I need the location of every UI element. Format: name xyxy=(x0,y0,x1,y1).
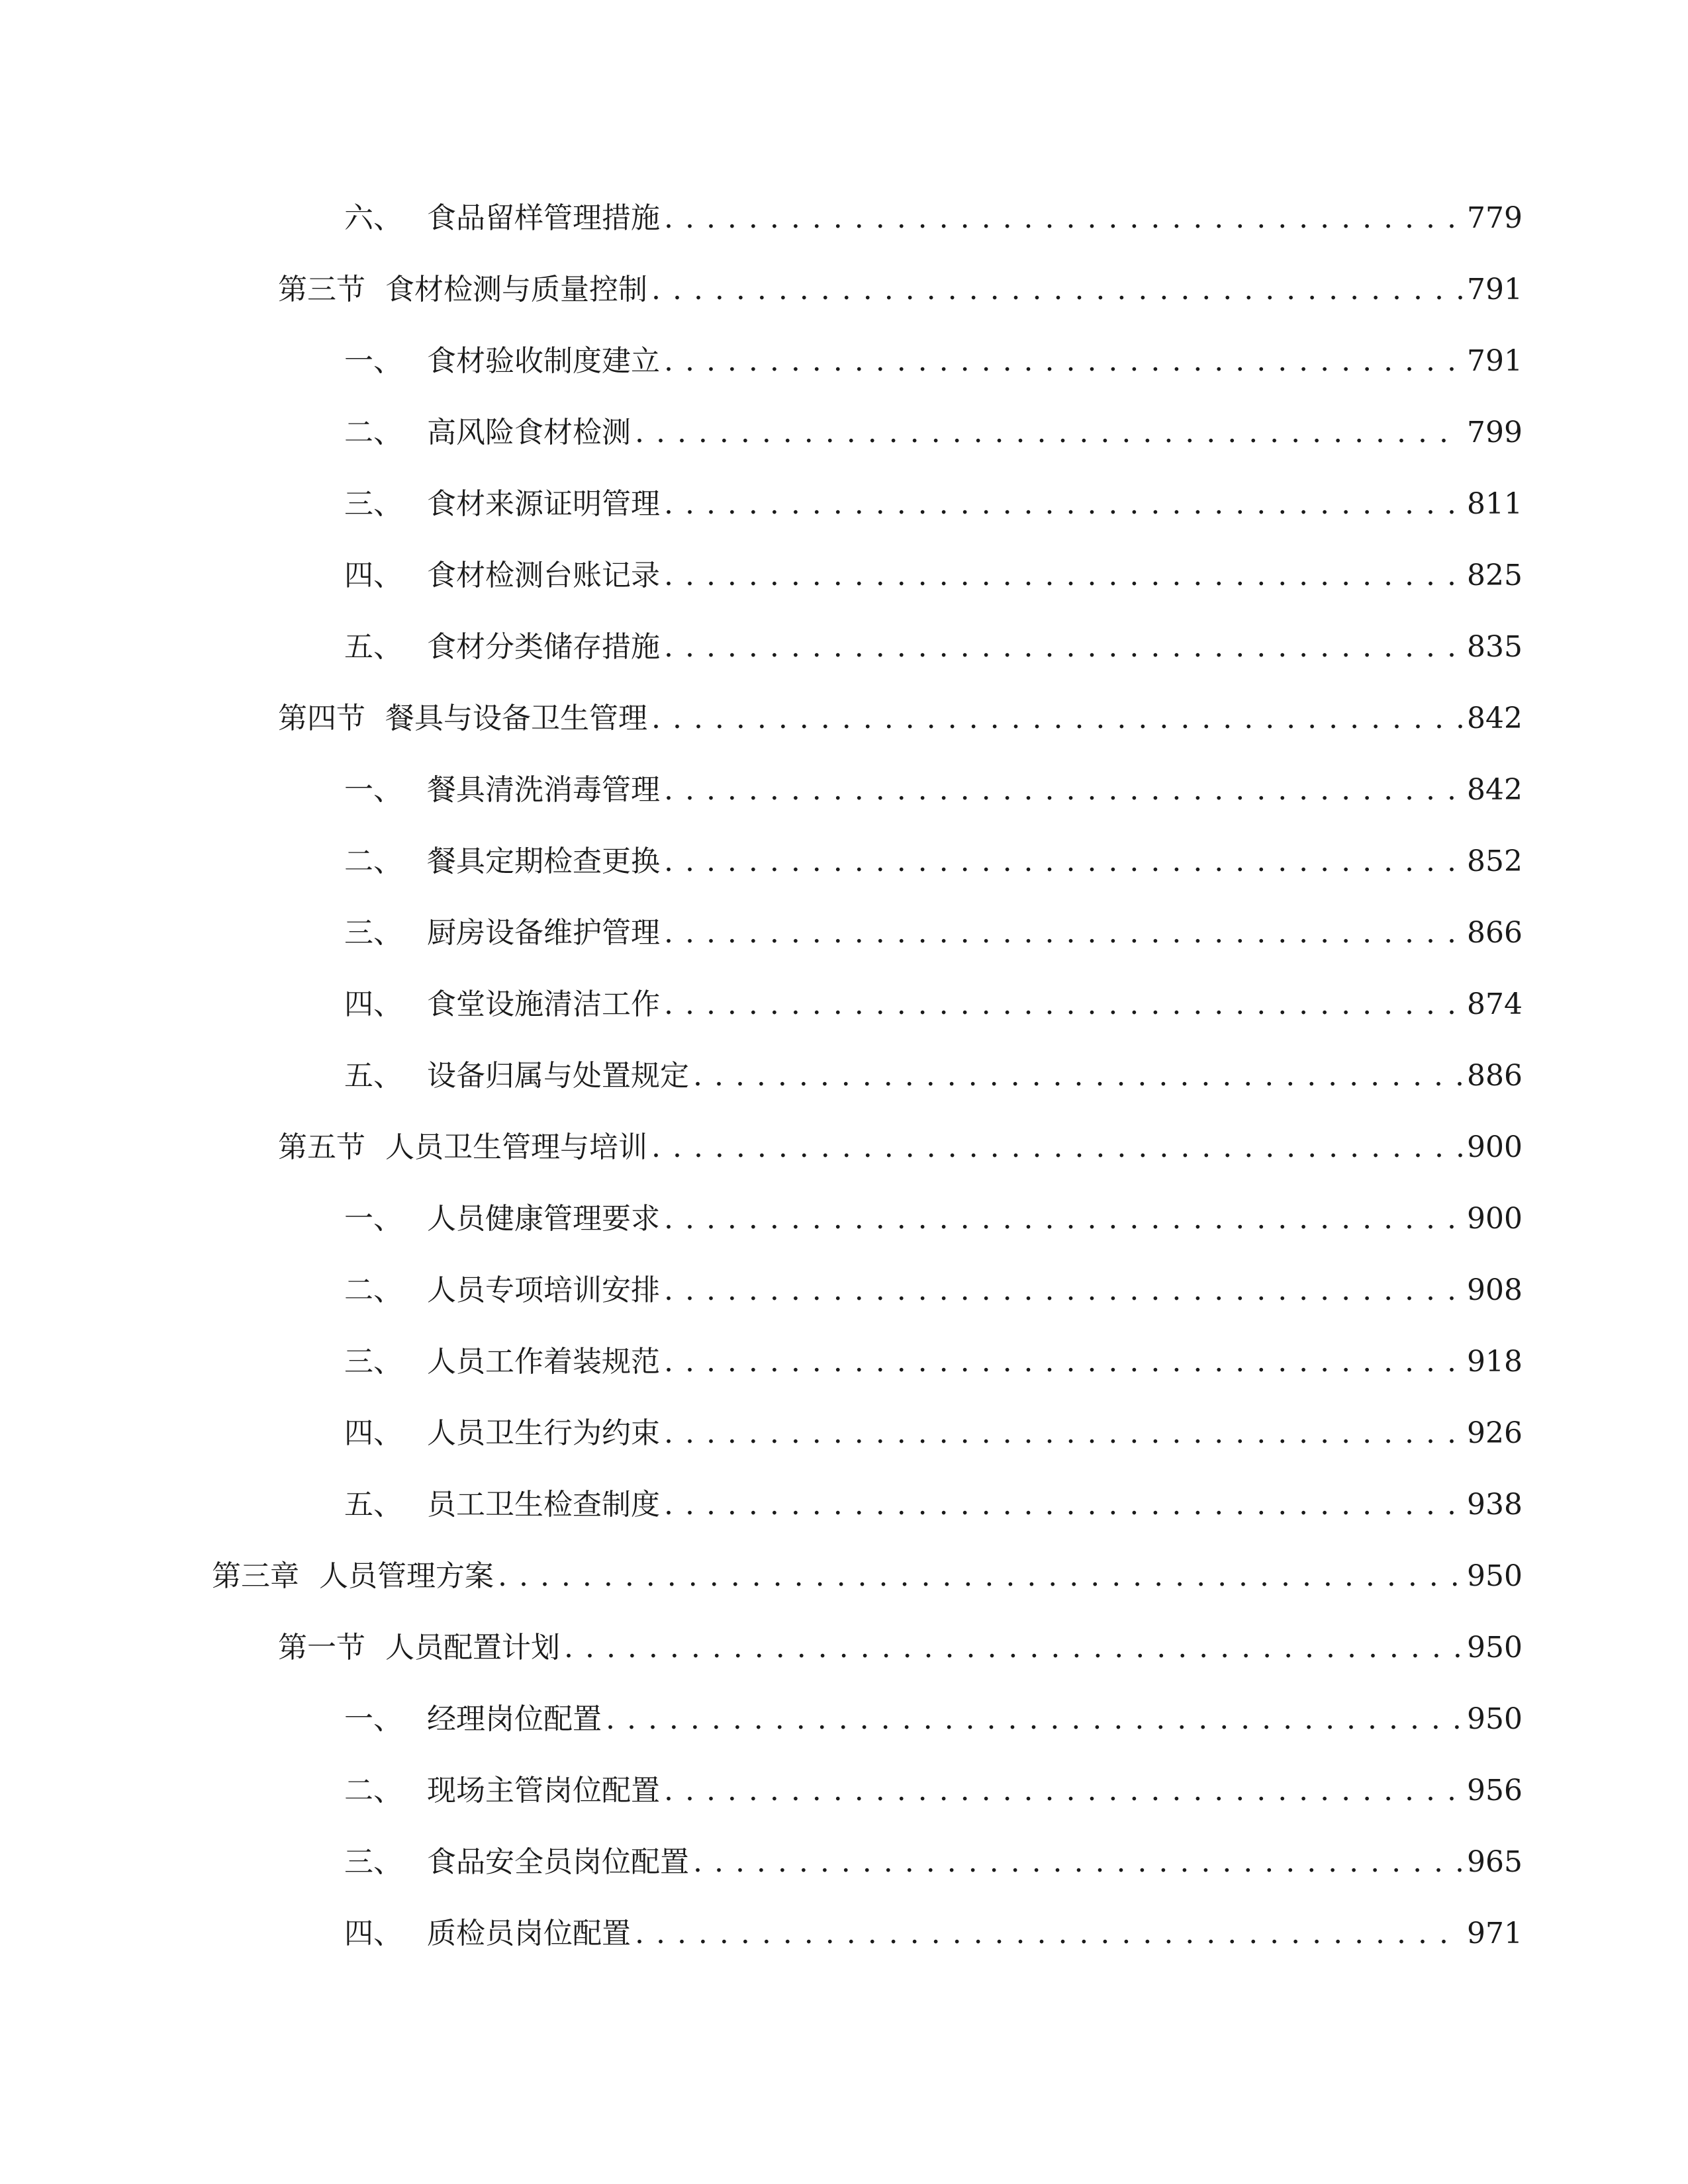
toc-entry-title: 人员卫生管理与培训 xyxy=(385,1130,647,1164)
toc-entry-number: 第三章 xyxy=(212,1559,299,1593)
toc-entry-title: 餐具清洗消毒管理 xyxy=(427,773,660,807)
toc-entry-number: 五、 xyxy=(344,1488,402,1522)
toc-dot-leader xyxy=(664,1193,1463,1246)
toc-dot-leader xyxy=(606,1693,1463,1746)
toc-dot-leader xyxy=(664,764,1463,817)
toc-entry-number: 六、 xyxy=(344,201,402,235)
toc-entry-title: 现场主管岗位配置 xyxy=(427,1774,660,1807)
toc-entry-page: 900 xyxy=(1467,1130,1523,1164)
toc-entry[interactable] xyxy=(278,1121,1523,1174)
toc-dot-leader xyxy=(664,1764,1463,1817)
toc-dot-leader xyxy=(664,1407,1463,1460)
toc-entry-page: 956 xyxy=(1467,1774,1523,1807)
toc-entry-page: 950 xyxy=(1467,1631,1523,1664)
toc-entry-title: 食材检测台账记录 xyxy=(427,559,660,592)
toc-entry[interactable] xyxy=(344,978,1523,1031)
toc-entry-title: 餐具与设备卫生管理 xyxy=(385,702,647,735)
toc-entry-number: 三、 xyxy=(344,1845,402,1879)
toc-entry-page: 874 xyxy=(1467,987,1523,1021)
toc-entry-number: 二、 xyxy=(344,1774,402,1807)
toc-entry[interactable] xyxy=(344,192,1523,245)
toc-entry[interactable] xyxy=(344,1264,1523,1317)
toc-entry[interactable] xyxy=(344,1193,1523,1246)
toc-entry[interactable] xyxy=(344,1693,1523,1746)
toc-entry[interactable] xyxy=(344,764,1523,817)
toc-dot-leader xyxy=(651,692,1463,745)
toc-entry-page: 791 xyxy=(1467,273,1523,306)
toc-entry-page: 900 xyxy=(1467,1202,1523,1236)
toc-entry-title: 人员配置计划 xyxy=(385,1631,560,1664)
toc-entry-page: 918 xyxy=(1467,1345,1523,1379)
toc-entry-number: 第五节 xyxy=(278,1130,365,1164)
toc-dot-leader xyxy=(693,1050,1463,1103)
toc-entry-title: 质检员岗位配置 xyxy=(427,1917,631,1950)
toc-entry-title: 食堂设施清洁工作 xyxy=(427,987,660,1021)
toc-entry[interactable] xyxy=(344,1764,1523,1817)
toc-dot-leader xyxy=(651,263,1463,316)
toc-entry[interactable] xyxy=(344,1479,1523,1531)
toc-dot-leader xyxy=(664,478,1463,531)
toc-entry-title: 食品留样管理措施 xyxy=(427,201,660,235)
toc-entry-title: 高风险食材检测 xyxy=(427,416,631,449)
toc-entry[interactable] xyxy=(344,1050,1523,1103)
toc-entry-page: 938 xyxy=(1467,1488,1523,1522)
toc-entry-page: 842 xyxy=(1467,773,1523,807)
toc-dot-leader xyxy=(664,549,1463,602)
toc-dot-leader xyxy=(664,192,1463,245)
toc-dot-leader xyxy=(664,835,1463,888)
toc-dot-leader xyxy=(564,1621,1463,1674)
toc-entry[interactable] xyxy=(278,1621,1523,1674)
toc-entry-number: 第三节 xyxy=(278,273,365,306)
toc-dot-leader xyxy=(635,1907,1463,1960)
toc-dot-leader xyxy=(635,406,1463,459)
toc-entry-title: 经理岗位配置 xyxy=(427,1702,602,1736)
toc-entry-number: 三、 xyxy=(344,487,402,521)
toc-entry-title: 食材检测与质量控制 xyxy=(385,273,647,306)
toc-entry-number: 第四节 xyxy=(278,702,365,735)
toc-entry-page: 926 xyxy=(1467,1416,1523,1450)
toc-dot-leader xyxy=(664,1264,1463,1317)
toc-entry-title: 食材来源证明管理 xyxy=(427,487,660,521)
toc-entry-page: 852 xyxy=(1467,844,1523,878)
toc-entry[interactable] xyxy=(278,263,1523,316)
toc-entry[interactable] xyxy=(344,406,1523,459)
toc-entry-title: 食品安全员岗位配置 xyxy=(427,1845,689,1879)
toc-entry-number: 第一节 xyxy=(278,1631,365,1664)
toc-entry-title: 人员工作着装规范 xyxy=(427,1345,660,1379)
toc-dot-leader xyxy=(664,1336,1463,1388)
toc-entry-title: 员工卫生检查制度 xyxy=(427,1488,660,1522)
toc-entry-title: 人员专项培训安排 xyxy=(427,1273,660,1307)
toc-entry[interactable] xyxy=(278,692,1523,745)
toc-entry-page: 908 xyxy=(1467,1273,1523,1307)
toc-entry-page: 791 xyxy=(1467,344,1523,378)
toc-entry[interactable] xyxy=(344,1907,1523,1960)
toc-dot-leader xyxy=(664,907,1463,960)
toc-dot-leader xyxy=(664,978,1463,1031)
toc-entry-title: 设备归属与处置规定 xyxy=(427,1059,689,1093)
toc-dot-leader xyxy=(664,621,1463,674)
toc-dot-leader xyxy=(498,1550,1463,1603)
toc-entry-page: 950 xyxy=(1467,1559,1523,1593)
toc-entry-title: 人员卫生行为约束 xyxy=(427,1416,660,1450)
toc-dot-leader xyxy=(664,1479,1463,1531)
toc-entry-title: 食材验收制度建立 xyxy=(427,344,660,378)
toc-entry-page: 965 xyxy=(1467,1845,1523,1879)
toc-entry[interactable] xyxy=(344,835,1523,888)
toc-entry-title: 食材分类储存措施 xyxy=(427,630,660,664)
toc-entry-page: 779 xyxy=(1467,201,1523,235)
toc-entry[interactable] xyxy=(344,621,1523,674)
toc-entry-number: 三、 xyxy=(344,1345,402,1379)
toc-entry-number: 四、 xyxy=(344,559,402,592)
toc-entry-number: 二、 xyxy=(344,416,402,449)
toc-entry[interactable] xyxy=(344,1336,1523,1388)
toc-entry-number: 四、 xyxy=(344,987,402,1021)
toc-entry[interactable] xyxy=(344,1407,1523,1460)
toc-entry-number: 二、 xyxy=(344,1273,402,1307)
toc-entry[interactable] xyxy=(344,1836,1523,1889)
toc-entry-number: 四、 xyxy=(344,1917,402,1950)
toc-entry-number: 一、 xyxy=(344,1202,402,1236)
toc-entry-number: 一、 xyxy=(344,1702,402,1736)
toc-entry-page: 866 xyxy=(1467,916,1523,950)
toc-entry[interactable] xyxy=(344,335,1523,388)
toc-entry[interactable] xyxy=(344,549,1523,602)
toc-entry-title: 餐具定期检查更换 xyxy=(427,844,660,878)
toc-dot-leader xyxy=(664,335,1463,388)
toc-entry-number: 三、 xyxy=(344,916,402,950)
toc-entry-number: 五、 xyxy=(344,1059,402,1093)
toc-entry-title: 人员健康管理要求 xyxy=(427,1202,660,1236)
toc-entry[interactable] xyxy=(212,1550,1523,1603)
toc-entry-page: 842 xyxy=(1467,702,1523,735)
toc-entry[interactable] xyxy=(344,907,1523,960)
toc-dot-leader xyxy=(693,1836,1463,1889)
toc-entry-page: 950 xyxy=(1467,1702,1523,1736)
toc-entry-page: 971 xyxy=(1467,1917,1523,1950)
toc-entry-page: 835 xyxy=(1467,630,1523,664)
toc-entry-number: 二、 xyxy=(344,844,402,878)
toc-entry-number: 四、 xyxy=(344,1416,402,1450)
toc-entry[interactable] xyxy=(344,478,1523,531)
toc-entry-page: 811 xyxy=(1467,487,1523,521)
toc-entry-page: 825 xyxy=(1467,559,1523,592)
toc-entry-number: 一、 xyxy=(344,773,402,807)
toc-entry-title: 人员管理方案 xyxy=(319,1559,494,1593)
toc-entry-page: 799 xyxy=(1467,416,1523,449)
toc-entry-page: 886 xyxy=(1467,1059,1523,1093)
toc-entry-number: 五、 xyxy=(344,630,402,664)
toc-entry-number: 一、 xyxy=(344,344,402,378)
toc-dot-leader xyxy=(651,1121,1463,1174)
toc-entry-title: 厨房设备维护管理 xyxy=(427,916,660,950)
